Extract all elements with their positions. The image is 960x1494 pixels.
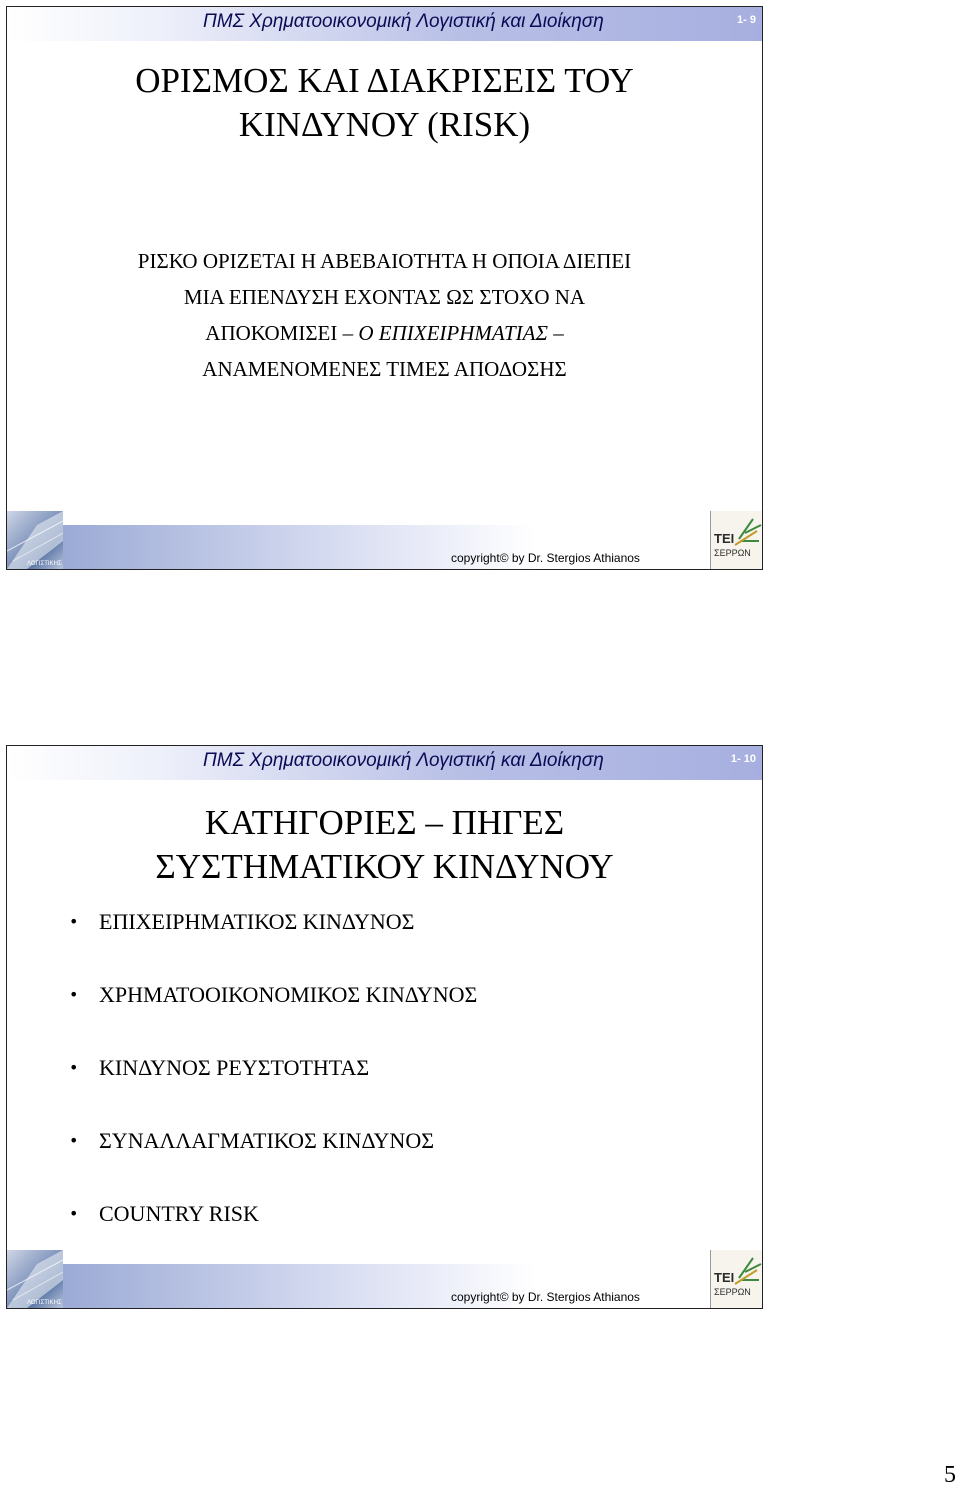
- bullet-icon: •: [69, 1058, 79, 1077]
- bullet-icon: •: [69, 1204, 79, 1223]
- footer-copyright: copyright© by Dr. Stergios Athianos: [451, 551, 640, 565]
- bullet-icon: •: [69, 985, 79, 1004]
- header-title: ΠΜΣ Χρηματοοικονομική Λογιστική και Διοίκηση: [203, 11, 604, 32]
- slide-footer: [7, 523, 762, 569]
- accounting-logo-text: ΛΟΓΙΣΤΙΚΗΣ: [27, 561, 62, 567]
- accounting-logo-text: ΛΟΓΙΣΤΙΚΗΣ: [27, 1300, 62, 1306]
- list-item: • ΣΥΝΑΛΛΑΓΜΑΤΙΚΟΣ ΚΙΝΔΥΝΟΣ: [69, 1128, 435, 1153]
- tei-logo-text: ΤΕΙ: [714, 531, 735, 546]
- tei-serres-logo-icon: [710, 1250, 762, 1308]
- accounting-logo-icon: [7, 511, 63, 569]
- slide-header: [7, 746, 762, 780]
- list-item: • ΧΡΗΜΑΤΟΟΙΚΟΝΟΜΙΚΟΣ ΚΙΝΔΥΝΟΣ: [69, 982, 478, 1007]
- body-line-3-normal: ΑΠΟΚΟΜΙΣΕΙ –: [205, 321, 359, 345]
- title-line-2: ΣΥΣΤΗΜΑΤΙΚΟΥ ΚΙΝΔΥΝΟΥ: [155, 847, 614, 886]
- header-title: ΠΜΣ Χρηματοοικονομική Λογιστική και Διοίκηση: [203, 750, 604, 771]
- body-line-2: ΜΙΑ ΕΠΕΝΔΥΣΗ ΕΧΟΝΤΑΣ ΩΣ ΣΤΟΧΟ ΝΑ: [183, 285, 586, 309]
- slide-1-10: [6, 745, 763, 1309]
- slide-header: [7, 7, 762, 41]
- footer-band: [7, 1264, 762, 1308]
- slide-number: 1- 9: [737, 14, 756, 26]
- serres-logo-text: ΣΕΡΡΩΝ: [714, 1287, 751, 1297]
- serres-logo-text: ΣΕΡΡΩΝ: [714, 548, 751, 558]
- title-line-1: ΟΡΙΣΜΟΣ ΚΑΙ ΔΙΑΚΡΙΣΕΙΣ ΤΟΥ: [135, 61, 634, 100]
- tei-serres-logo-icon: [710, 511, 762, 569]
- title-line-2: ΚΙΝΔΥΝΟΥ (RISK): [238, 105, 531, 144]
- footer-band: [7, 525, 762, 569]
- footer-copyright: copyright© by Dr. Stergios Athianos: [451, 1290, 640, 1304]
- title-line-1: ΚΑΤΗΓΟΡΙΕΣ – ΠΗΓΕΣ: [204, 803, 565, 842]
- slide-title: [7, 59, 762, 147]
- tei-logo-text: ΤΕΙ: [714, 1270, 735, 1285]
- bullet-icon: •: [69, 1131, 79, 1150]
- page-number: 5: [944, 1462, 956, 1488]
- body-line-1: ΡΙΣΚΟ ΟΡΙΖΕΤΑΙ Η ΑΒΕΒΑΙΟΤΗΤΑ Η ΟΠΟΙΑ ΔΙΕΠΕΙ: [137, 249, 632, 273]
- bullet-icon: •: [69, 912, 79, 931]
- list-item: • ΚΙΝΔΥΝΟΣ ΡΕΥΣΤΟΤΗΤΑΣ: [69, 1055, 370, 1080]
- slide-1-9: [6, 6, 763, 570]
- list-item: • COUNTRY RISK: [69, 1201, 259, 1226]
- body-line-3-italic: Ο ΕΠΙΧΕΙΡΗΜΑΤΙΑΣ –: [358, 321, 564, 345]
- accounting-logo-icon: [7, 1250, 63, 1308]
- body-line-4: ΑΝΑΜΕΝΟΜΕΝΕΣ ΤΙΜΕΣ ΑΠΟΔΟΣΗΣ: [202, 357, 567, 381]
- risk-category-list: [67, 908, 477, 1273]
- body-line-3: [7, 315, 762, 351]
- slide-footer: [7, 1262, 762, 1308]
- definition-paragraph: [7, 243, 762, 387]
- slide-number: 1- 10: [730, 753, 756, 765]
- list-item: • ΕΠΙΧΕΙΡΗΜΑΤΙΚΟΣ ΚΙΝΔΥΝΟΣ: [69, 909, 415, 934]
- slide-title: [7, 801, 762, 889]
